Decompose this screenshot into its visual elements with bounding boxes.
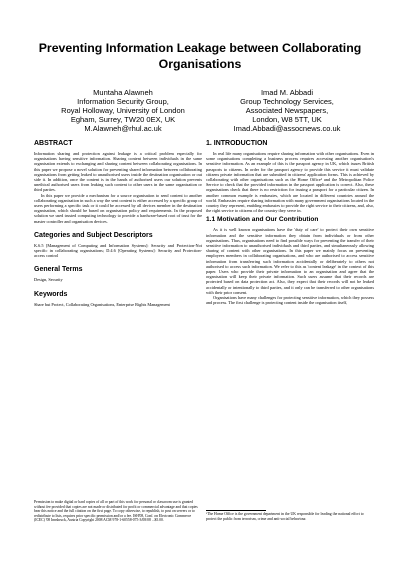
general-terms-heading: General Terms <box>34 266 83 274</box>
motivation-heading: 1.1 Motivation and Our Contribution <box>206 216 319 224</box>
copyright-notice: Permission to make digital or hard copies of all or part of this work for personal or classroom use is granted without fee provided that copies are not made or distributed for profit or commercial advantage and that copies bear this notice and the full citation on the first page. To copy otherwise, to republish, to post on servers or to redistribute to lists, requires prior specific permission and/or a fee. ISH'08, Conf. on Electronic Commerce (ICEC) '08 Innsbruck, Austria Copyright 2008 ACM 978-1-60558-075-3/08/08 ...$5.00. <box>34 500 198 522</box>
paper-title: Preventing Information Leakage between Collaborating Organisations <box>38 41 362 71</box>
author-block-1 <box>48 88 198 133</box>
author-affiliation: Group Technology Services, <box>240 97 334 106</box>
author-email: Imad.Abbadi@assocnews.co.uk <box>233 124 341 133</box>
abstract-paragraph-2: In this paper we provide a mechanism for a source organisation to send content to another collaborating organisation in such a way the sent content is either accessed by a specific group of users performing a specific task or it could be accessed by all devices member in the destination organisation, which should be based on organisation policy and requirements. In the proposed solution we used trusted computing technology to provide a hardware-based root of trust for the master controller and organisation devices. <box>34 192 202 224</box>
general-terms-text: Design, Security <box>34 277 63 283</box>
author-name: Muntaha Alawneh <box>93 88 153 97</box>
footnote-divider <box>206 510 266 511</box>
author-address: Egham, Surrey, TW20 0EX, UK <box>70 115 176 124</box>
keywords-text: Share but Protect, Collaborating Organisations, Enterprise Rights Management <box>34 301 170 307</box>
motivation-paragraph-1: As it is well known organisations have the 'duty of care' to protect their own sensitive information and the sensitive information they obtain from individuals or from other organisations. Thus, organisations need to find possible ways for preventing the transfer of their sensitive information to unauthorised individuals and third parties, and simultaneously allowing sharing of content with other organisations. In this paper we mainly focus on preventing employees members in collaborating organisations, and who are authorised to access sensitive information from transferring such information accidentally or deliberately to others not authorised to access such information. We refer to this as 'content leakage' in the context of this paper. Users who provide their private information to an organisation and agree that the organisation will keep their private information. Such users assume that their records are protected based on data protection act. Also, they expect that their records will not be leaked accidentally or intentionally to third parties, and it only can be transferred to other organisations with their prior consent. <box>206 227 374 295</box>
introduction-paragraph: In real life many organisations require sharing information with other organisations. Even in some organisations completing a business process requires accessing another organisation's sensitive information. As an example of this is the passport agency in UK, which issues British passports to citizens. In order for the passport agency to provide this service it must validate citizens private information that are submitted in citizens' application forms. This is achieved by collaborating with other organisations such as the Home Office¹ and the Metropolitan Police Service to check that the provided information in the passport application is correct. Also, these organisations check that there is no restriction for issuing a passport for a particular citizen. In another common example is embassies, which are located in different countries around the world. Embassies require sharing information with many government organisations located in the country they represent, enabling embassies to provide the right service to their citizens, and, also, the right service to citizens of the country they serve in. <box>206 151 374 214</box>
author-name: Imad M. Abbadi <box>260 88 314 97</box>
author-email: M.Alawneh@rhul.ac.uk <box>84 124 162 133</box>
abstract-paragraph-1: Information sharing and protection against leakage is a critical problem especially for organisations having sensitive information. Sharing content between individuals in the same organisation extends to exchanging and sharing content between collaborating organisations. In this paper we propose a novel solution for preventing shared information between collaborating organisations from getting leaked to unauthorised users inside the destination organisation or out side it. In addition, once the content is in the hands of authorised users our solution prevents unethical authorised users from leaking such content to other users in the same organisation or third parties. <box>34 151 202 193</box>
left-column <box>34 139 202 307</box>
footnote: ¹The Home Office is the government department in the UK responsible for leading the national effort to protect the public from terrorism, crime and anti-social behaviour. <box>206 512 364 521</box>
author-address: London, W8 5TT, UK <box>252 115 322 124</box>
right-column <box>206 139 374 305</box>
abstract-heading: ABSTRACT <box>34 140 73 147</box>
keywords-heading: Keywords <box>34 290 68 298</box>
categories-text: K.6.5 [Management of Computing and Information Systems]: Security and Protection-Not specific in collaborating organisations; D.4.6 [Operating Systems]: Security and Protection-access control <box>34 242 202 259</box>
author-block-2 <box>212 88 362 133</box>
author-org: Royal Holloway, University of London <box>61 106 185 115</box>
author-org: Associated Newspapers, <box>245 106 329 115</box>
motivation-paragraph-2: Organisations have many challenges for protecting sensitive information, which they possess and process. The first challenge is protecting content inside the organisation itself, <box>206 295 374 306</box>
author-affiliation: Information Security Group, <box>77 97 169 106</box>
categories-heading: Categories and Subject Descriptors <box>34 231 153 239</box>
introduction-heading: 1. INTRODUCTION <box>206 140 268 147</box>
